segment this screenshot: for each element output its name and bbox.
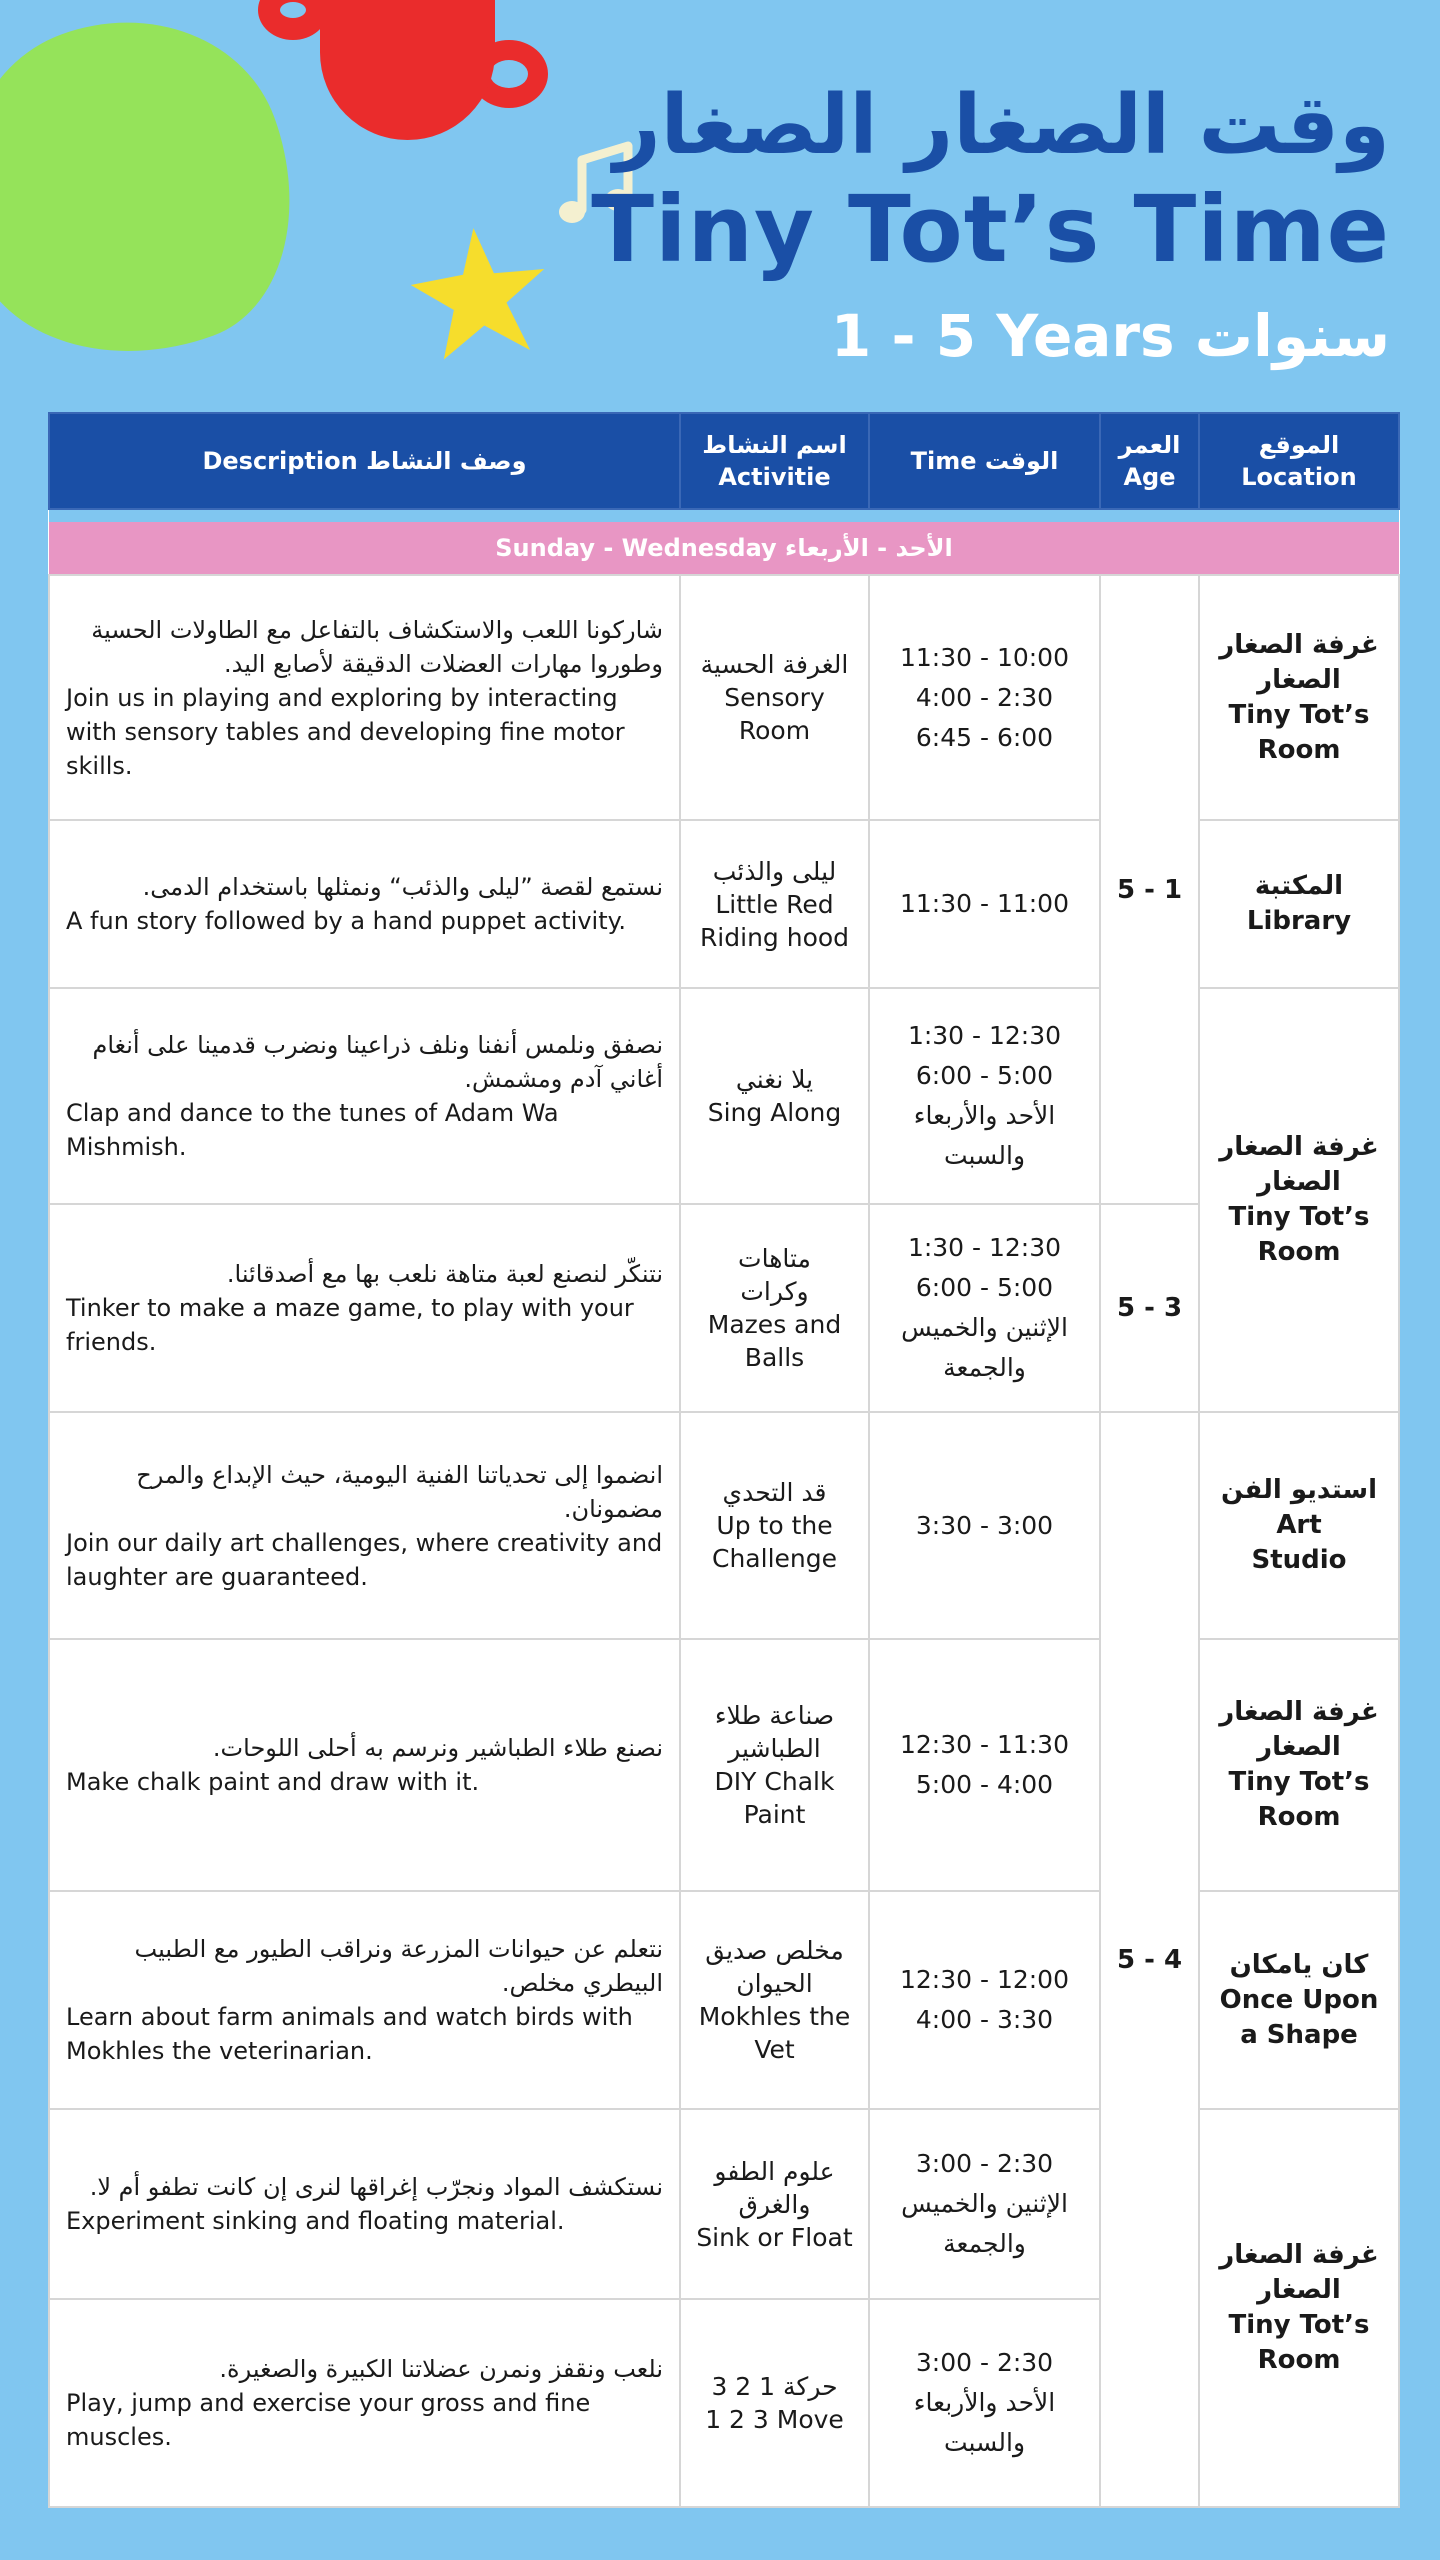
header-location: الموقع Location [1199,413,1399,509]
time-cell: 11:30 - 11:00 [869,820,1100,988]
description-cell: نلعب ونقفز ونمرن عضلاتنا الكبيرة والصغيرة. Play, jump and exercise your gross and fine muscles. [49,2299,680,2507]
decorative-red-shape-handle [258,0,328,40]
description-cell: نتعلم عن حيوانات المزرعة ونراقب الطيور مع الطبيب البيطري مخلص. Learn about farm animals and watch birds with Mokhles the veterinarian. [49,1891,680,2109]
time-cell: 3:30 - 3:00 [869,1412,1100,1639]
description-cell: شاركونا اللعب والاستكشاف بالتفاعل مع الطاولات الحسية وطوروا مهارات العضلات الدقيقة لأصابع اليد. Join us in playing and exploring by interacting with sensory tables and developing fine motor skills. [49,575,680,820]
location-cell: المكتبة Library [1199,820,1399,988]
star-icon [410,225,550,365]
time-cell: 1:30 - 12:30 6:00 - 5:00 الإثنين والخميس والجمعة [869,1204,1100,1412]
location-cell: غرفة الصغار الصغار Tiny Tot’s Room [1199,575,1399,820]
location-cell: غرفة الصغار الصغار Tiny Tot’s Room [1199,988,1399,1412]
time-cell: 12:30 - 12:00 4:00 - 3:30 [869,1891,1100,2109]
activity-cell: ليلى والذئب Little Red Riding hood [680,820,869,988]
table-row [49,1412,1399,1639]
time-cell: 11:30 - 10:00 4:00 - 2:30 6:45 - 6:00 [869,575,1100,820]
time-cell: 1:30 - 12:30 6:00 - 5:00 الأحد والأربعاء والسبت [869,988,1100,1204]
location-cell: كان يامكان Once Upon a Shape [1199,1891,1399,2109]
activity-cell: علوم الطفو والغرق Sink or Float [680,2109,869,2299]
header-time: Time الوقت [869,413,1100,509]
activity-cell: حركة 1 2 3 1 2 3 Move [680,2299,869,2507]
activity-cell: متاهات وكرات Mazes and Balls [680,1204,869,1412]
days-band-row [49,522,1399,575]
time-cell: 12:30 - 11:30 5:00 - 4:00 [869,1639,1100,1891]
age-range-subtitle: 1 - 5 Years سنوات [830,302,1390,370]
activity-cell: يلا نغني Sing Along [680,988,869,1204]
location-cell: غرفة الصغار الصغار Tiny Tot’s Room [1199,1639,1399,1891]
age-cell: 5 - 4 [1100,1412,1199,2507]
decorative-red-shape [320,0,495,140]
description-cell: نصنع طلاء الطباشير ونرسم به أحلى اللوحات. Make chalk paint and draw with it. [49,1639,680,1891]
time-cell: 3:00 - 2:30 الأحد والأربعاء والسبت [869,2299,1100,2507]
activity-cell: الغرفة الحسية Sensory Room [680,575,869,820]
location-cell: غرفة الصغار الصغار Tiny Tot’s Room [1199,2109,1399,2507]
description-cell: نستمع لقصة ”ليلى والذئب“ ونمثلها باستخدام الدمى. A fun story followed by a hand puppet activity. [49,820,680,988]
days-band: Sunday - Wednesday الأحد - الأربعاء [49,522,1399,575]
activity-cell: قد التحدي Up to the Challenge [680,1412,869,1639]
header-activity: اسم النشاط Activitie [680,413,869,509]
age-cell: 5 - 3 [1100,1204,1199,1412]
description-cell: نصفق ونلمس أنفنا ونلف ذراعينا ونضرب قدمينا على أنغام أغاني آدم ومشمش. Clap and dance to the tunes of Adam Wa Mishmish. [49,988,680,1204]
description-cell: انضموا إلى تحدياتنا الفنية اليومية، حيث الإبداع والمرح مضمونان. Join our daily art challenges, where creativity and laughter are guaranteed. [49,1412,680,1639]
table-row [49,575,1399,820]
title-english: Tiny Tot’s Time [591,176,1390,283]
title-arabic: وقت الصغار الصغار [613,78,1390,173]
age-cell: 5 - 1 [1100,575,1199,1204]
table-row [49,1204,1399,1412]
description-cell: نتنكّر لنصنع لعبة متاهة نلعب بها مع أصدقائنا. Tinker to make a maze game, to play with your friends. [49,1204,680,1412]
decorative-green-blob [0,0,337,403]
time-cell: 3:00 - 2:30 الإثنين والخميس والجمعة [869,2109,1100,2299]
description-cell: نستكشف المواد ونجرّب إغراقها لنرى إن كانت تطفو أم لا. Experiment sinking and floating material. [49,2109,680,2299]
activity-cell: صناعة طلاء الطباشير DIY Chalk Paint [680,1639,869,1891]
table-header-row [49,413,1399,509]
header-description: Description وصف النشاط [49,413,680,509]
schedule-table [48,412,1400,2508]
activity-cell: مخلص صديق الحيوان Mokhles the Vet [680,1891,869,2109]
location-cell: استديو الفن Art Studio [1199,1412,1399,1639]
header-age: العمر Age [1100,413,1199,509]
